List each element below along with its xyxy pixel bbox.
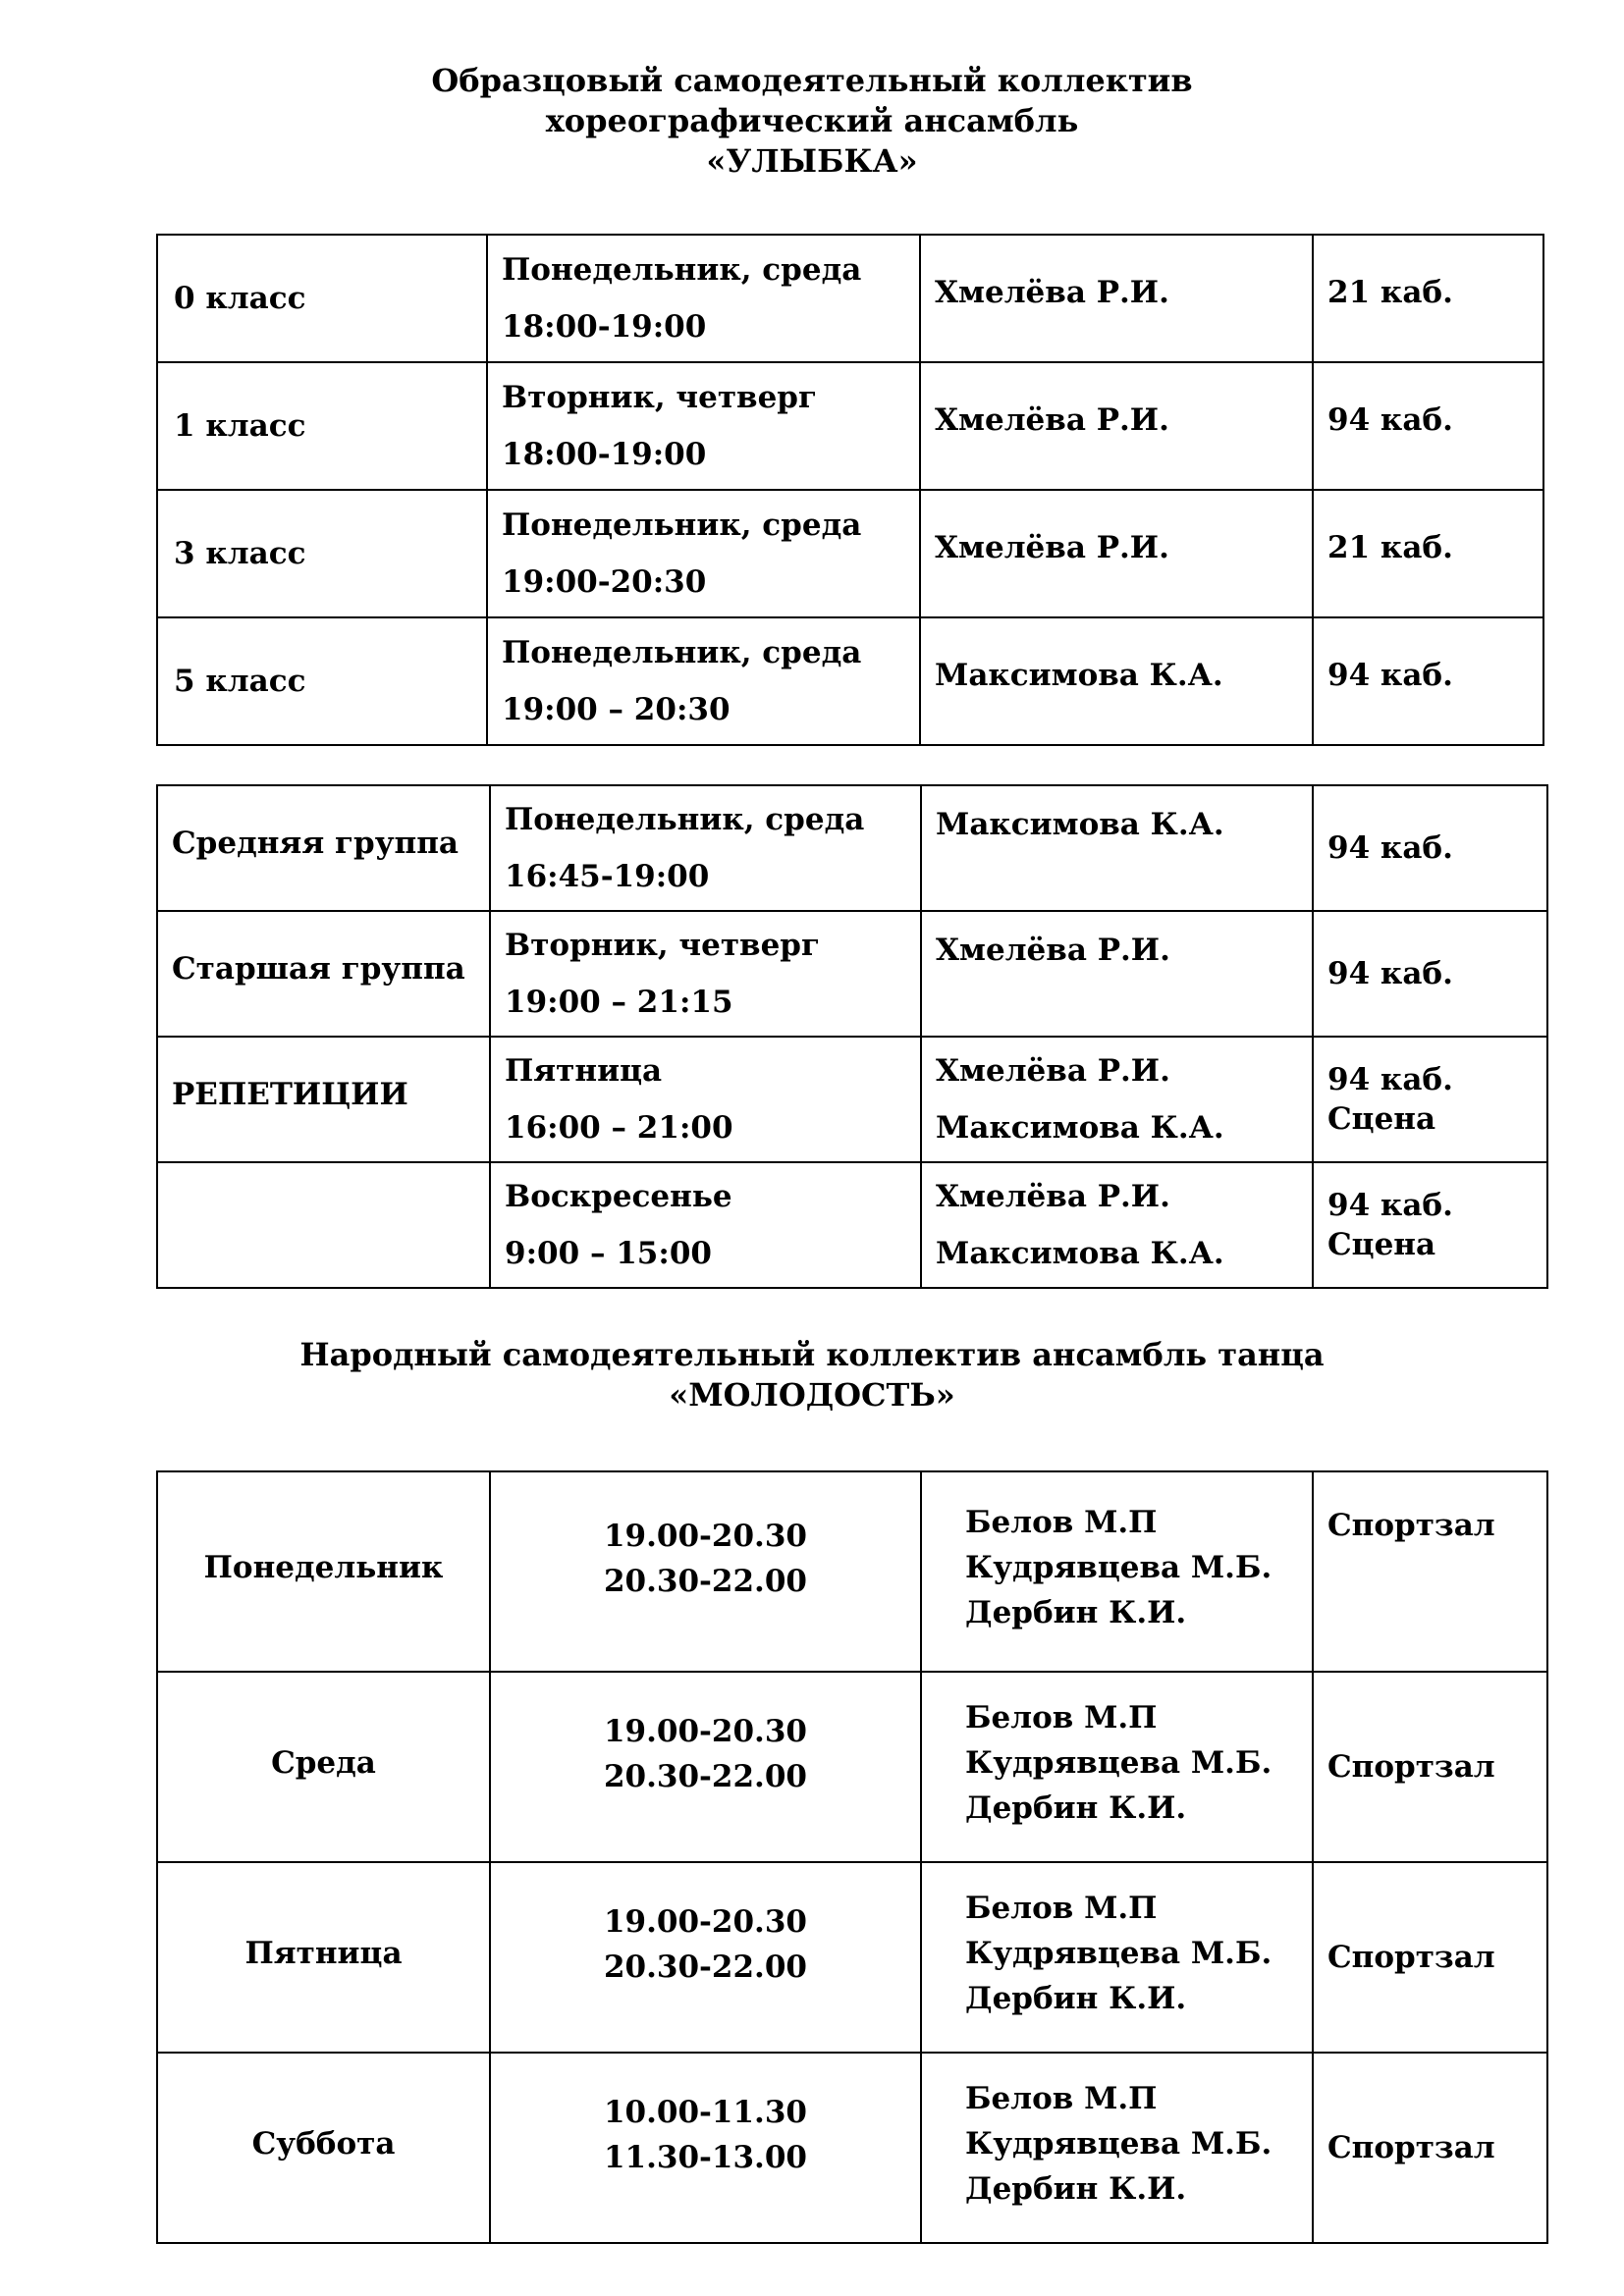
schedule-cell xyxy=(487,235,920,362)
time-text: 19:00 – 21:15 xyxy=(505,985,733,1020)
table-row xyxy=(157,1672,1547,1862)
group-cell: Старшая группа xyxy=(157,911,490,1037)
room-cell xyxy=(1313,1037,1547,1162)
schedule-table-groups xyxy=(156,784,1548,1289)
room-cell xyxy=(1313,911,1547,1037)
schedule-cell xyxy=(490,1162,921,1288)
teacher-cell xyxy=(921,1162,1313,1288)
heading-line: Народный самодеятельный коллектив ансамбль танца xyxy=(299,1336,1325,1373)
group-cell: Средняя группа xyxy=(157,785,490,911)
group-cell xyxy=(157,1162,490,1288)
group-cell: 1 класс xyxy=(157,362,487,490)
schedule-cell xyxy=(490,785,921,911)
teacher-cell: Максимова К.А. xyxy=(920,617,1313,745)
days-text: Понедельник, среда xyxy=(502,507,862,543)
ensemble-heading-ulybka xyxy=(0,61,1624,182)
teacher-cell: Хмелёва Р.И. xyxy=(920,235,1313,362)
days-text: Понедельник, среда xyxy=(502,635,862,670)
teacher-cell xyxy=(921,1471,1313,1672)
teacher-cell xyxy=(921,1037,1313,1162)
time-text: 20.30-22.00 xyxy=(603,1759,807,1794)
group-cell: 3 класс xyxy=(157,490,487,617)
teacher-text: Дербин К.И. xyxy=(965,1595,1187,1630)
room-cell: 94 каб. xyxy=(1313,362,1543,490)
days-text: Понедельник, среда xyxy=(505,802,865,837)
days-text: Понедельник, среда xyxy=(502,252,862,288)
table-row xyxy=(157,2053,1547,2243)
table-row xyxy=(157,911,1547,1037)
table-row xyxy=(157,617,1543,745)
room-text: Сцена xyxy=(1327,1101,1436,1137)
time-text: 16:00 – 21:00 xyxy=(505,1110,733,1146)
time-text: 20.30-22.00 xyxy=(603,1949,807,1985)
teacher-text: Кудрявцева М.Б. xyxy=(965,1936,1272,1971)
time-text: 19.00-20.30 xyxy=(603,1714,807,1749)
day-cell: Среда xyxy=(157,1672,490,1862)
teacher-text: Хмелёва Р.И. xyxy=(936,1053,1170,1089)
teacher-text: Кудрявцева М.Б. xyxy=(965,1550,1272,1585)
teacher-cell: Хмелёва Р.И. xyxy=(920,362,1313,490)
table-row xyxy=(157,1862,1547,2053)
room-text: 94 каб. xyxy=(1327,956,1453,991)
time-text: 16:45-19:00 xyxy=(505,859,710,894)
time-text: 10.00-11.30 xyxy=(603,2095,807,2130)
schedule-table-classes xyxy=(156,234,1544,746)
room-cell: 94 каб. xyxy=(1313,617,1543,745)
heading-line: «МОЛОДОСТЬ» xyxy=(669,1376,955,1414)
heading-line: «УЛЫБКА» xyxy=(706,142,918,180)
time-text: 19.00-20.30 xyxy=(603,1519,807,1554)
time-text: 18:00-19:00 xyxy=(502,309,707,345)
table-row xyxy=(157,1162,1547,1288)
place-cell: Спортзал xyxy=(1313,2053,1547,2243)
place-cell: Спортзал xyxy=(1313,1672,1547,1862)
days-text: Воскресенье xyxy=(505,1179,732,1214)
heading-line: хореографический ансамбль xyxy=(545,102,1079,139)
day-cell: Понедельник xyxy=(157,1471,490,1672)
schedule-table-molodost xyxy=(156,1470,1548,2244)
room-text: 94 каб. xyxy=(1327,1062,1453,1097)
room-cell xyxy=(1313,1162,1547,1288)
teacher-text: Максимова К.А. xyxy=(936,807,1224,842)
table-row xyxy=(157,1037,1547,1162)
room-cell xyxy=(1313,785,1547,911)
teacher-text: Дербин К.И. xyxy=(965,2171,1187,2207)
room-text: Сцена xyxy=(1327,1227,1436,1262)
schedule-cell xyxy=(487,362,920,490)
days-text: Пятница xyxy=(505,1053,663,1089)
teacher-text: Белов М.П xyxy=(965,1891,1158,1926)
table-row xyxy=(157,490,1543,617)
teacher-cell: Хмелёва Р.И. xyxy=(920,490,1313,617)
teacher-text: Белов М.П xyxy=(965,1505,1158,1540)
teacher-text: Хмелёва Р.И. xyxy=(936,1179,1170,1214)
room-cell: 21 каб. xyxy=(1313,490,1543,617)
table-row xyxy=(157,235,1543,362)
teacher-text: Кудрявцева М.Б. xyxy=(965,2126,1272,2162)
place-cell: Спортзал xyxy=(1313,1862,1547,2053)
schedule-cell xyxy=(487,617,920,745)
teacher-cell xyxy=(921,911,1313,1037)
schedule-cell xyxy=(490,1037,921,1162)
time-text: 18:00-19:00 xyxy=(502,437,707,472)
teacher-text: Дербин К.И. xyxy=(965,1981,1187,2016)
table-row xyxy=(157,785,1547,911)
place-cell: Спортзал xyxy=(1313,1471,1547,1672)
time-cell xyxy=(490,1672,921,1862)
teacher-cell xyxy=(921,785,1313,911)
time-text: 11.30-13.00 xyxy=(603,2140,807,2175)
day-cell: Пятница xyxy=(157,1862,490,2053)
day-cell: Суббота xyxy=(157,2053,490,2243)
group-cell: 0 класс xyxy=(157,235,487,362)
time-text: 19:00-20:30 xyxy=(502,564,707,600)
room-text: 94 каб. xyxy=(1327,1188,1453,1223)
teacher-text: Белов М.П xyxy=(965,1700,1158,1735)
teacher-text: Максимова К.А. xyxy=(936,1110,1224,1146)
days-text: Вторник, четверг xyxy=(505,928,820,963)
teacher-text: Кудрявцева М.Б. xyxy=(965,1745,1272,1781)
teacher-text: Белов М.П xyxy=(965,2081,1158,2116)
group-cell: РЕПЕТИЦИИ xyxy=(157,1037,490,1162)
table-row xyxy=(157,362,1543,490)
teacher-cell xyxy=(921,1672,1313,1862)
time-cell xyxy=(490,1862,921,2053)
teacher-cell xyxy=(921,2053,1313,2243)
schedule-cell xyxy=(490,911,921,1037)
teacher-text: Дербин К.И. xyxy=(965,1790,1187,1826)
time-text: 9:00 – 15:00 xyxy=(505,1236,712,1271)
heading-line: Образцовый самодеятельный коллектив xyxy=(431,62,1193,99)
room-text: 94 каб. xyxy=(1327,830,1453,866)
time-cell xyxy=(490,2053,921,2243)
schedule-cell xyxy=(487,490,920,617)
group-cell: 5 класс xyxy=(157,617,487,745)
ensemble-heading-molodost xyxy=(0,1335,1624,1415)
time-text: 20.30-22.00 xyxy=(603,1564,807,1599)
time-text: 19.00-20.30 xyxy=(603,1904,807,1940)
time-cell xyxy=(490,1471,921,1672)
teacher-text: Хмелёва Р.И. xyxy=(936,933,1170,968)
teacher-text: Максимова К.А. xyxy=(936,1236,1224,1271)
room-cell: 21 каб. xyxy=(1313,235,1543,362)
teacher-cell xyxy=(921,1862,1313,2053)
time-text: 19:00 – 20:30 xyxy=(502,692,731,727)
table-row xyxy=(157,1471,1547,1672)
days-text: Вторник, четверг xyxy=(502,380,817,415)
